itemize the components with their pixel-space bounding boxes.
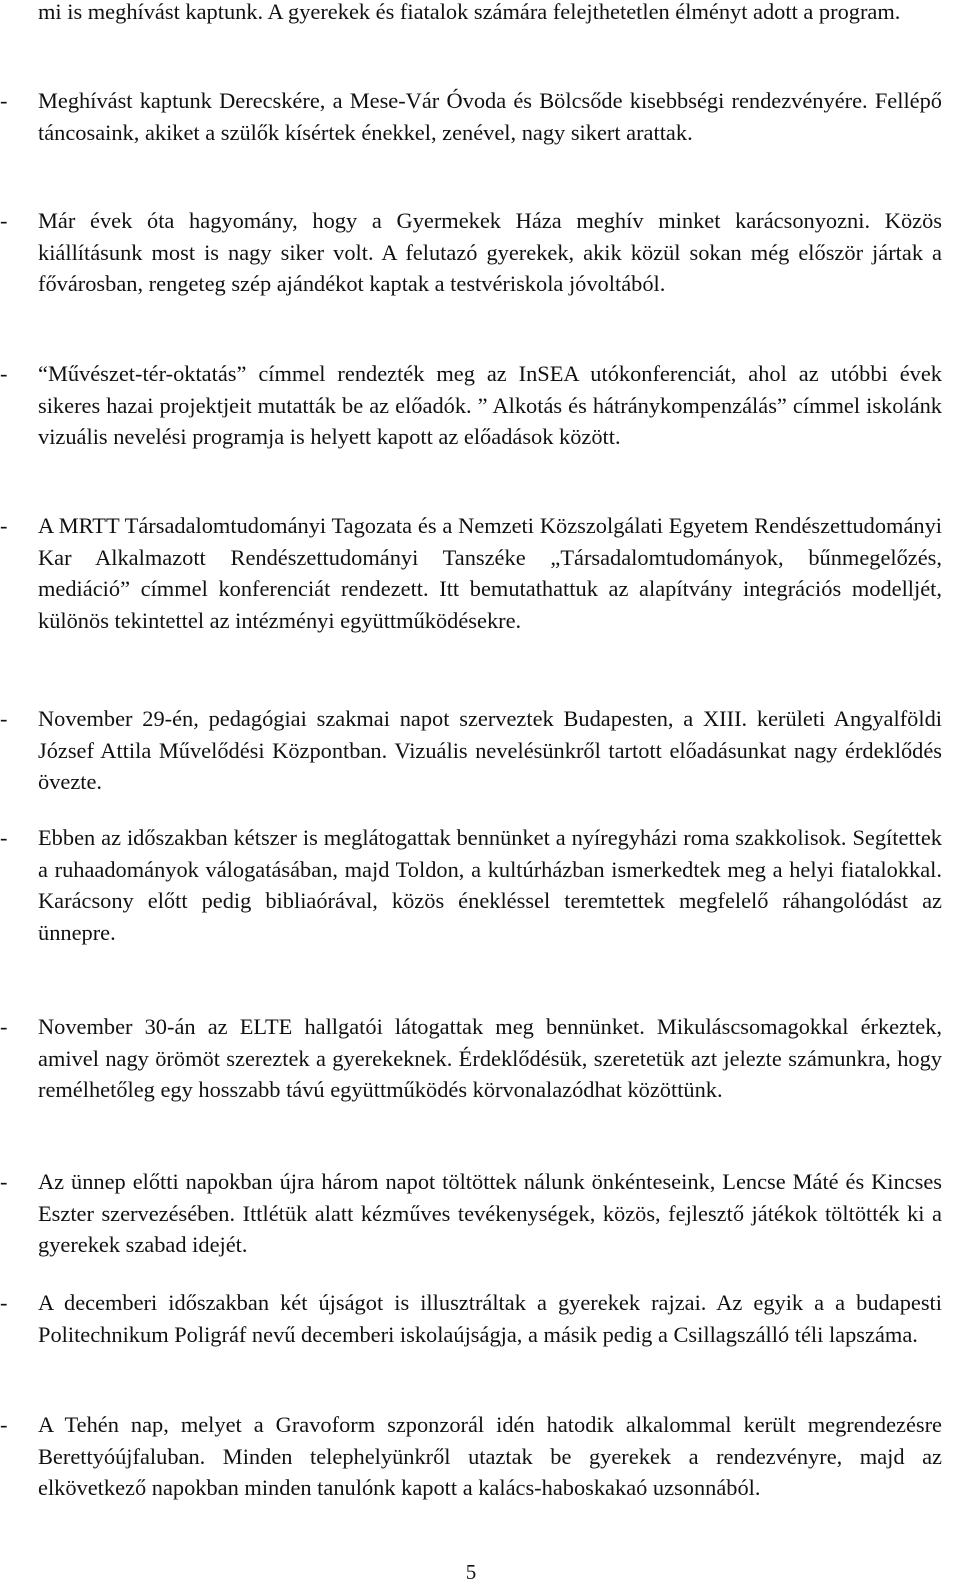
paragraph-text: Meghívást kaptunk Derecskére, a Mese-Vár Óvoda és Bölcsőde kisebbségi rendezvényére. Fellépő táncosaink, akiket a szülők kísértek énekkel, zenével, nagy sikert arattak. (38, 88, 942, 145)
bullet-dash: - (0, 1169, 8, 1194)
bullet-dash: - (0, 513, 8, 538)
bullet-dash: - (0, 1290, 8, 1315)
bullet-dash: - (0, 88, 8, 113)
paragraph-text: November 29-én, pedagógiai szakmai napot szerveztek Budapesten, a XIII. kerületi Angyalföldi József Attila Művelődési Központban. Vizuális nevelésünkről tartott előadásunkat nagy érdeklődés övezte. (38, 706, 942, 794)
bullet-dash: - (0, 706, 8, 731)
paragraph-text: A Tehén nap, melyet a Gravoform szponzorál idén hatodik alkalommal került megrendezésre Berettyóújfaluban. Minden telephelyünkről utaztak be gyerekek a rendezvényre, majd az elkövetkező napokban minden tanulónk kapott a kalács-haboskakaó uzsonnából. (38, 1412, 942, 1500)
paragraph-text: A decemberi időszakban két újságot is illusztráltak a gyerekek rajzai. Az egyik a a budapesti Politechnikum Poligráf nevű decemberi iskolaújságja, a másik pedig a Csillagszálló téli lapszáma. (38, 1290, 942, 1347)
paragraph-text: A MRTT Társadalomtudományi Tagozata és a Nemzeti Közszolgálati Egyetem Rendészettudományi Kar Alkalmazott Rendészettudományi Tanszéke „Társadalomtudományok, bűnmegelőzés, mediáció” címmel konferenciát rendezett. Itt bemutathattuk az alapítvány integrációs modelljét, különös tekintettel az intézményi együttműködésekre. (38, 513, 942, 633)
paragraph-text: November 30-án az ELTE hallgatói látogattak meg bennünket. Mikuláscsomagokkal érkeztek, amivel nagy örömöt szereztek a gyerekeknek. Érdeklődésük, szeretetük azt jelezte számunkra, hogy remélhetőleg egy hosszabb távú együttműködés körvonalazódhat közöttünk. (38, 1014, 942, 1102)
bullet-dash: - (0, 825, 8, 850)
paragraph-text: mi is meghívást kaptunk. A gyerekek és fiatalok számára felejthetetlen élményt adott a program. (38, 0, 901, 24)
paragraph-text: Már évek óta hagyomány, hogy a Gyermekek Háza meghív minket karácsonyozni. Közös kiállításunk most is nagy siker volt. A felutazó gyerekek, akik közül sokan még először jártak a fővárosban, rengeteg szép ajándékot kaptak a testvériskola jóvoltából. (38, 208, 942, 296)
page-number: 5 (465, 1560, 477, 1584)
paragraph-text: Ebben az időszakban kétszer is meglátogattak bennünket a nyíregyházi roma szakkolisok. Segítettek a ruhaadományok válogatásában, majd Toldon, a kultúrházban ismerkedtek meg a helyi fiatalokkal. Karácsony előtt pedig bibliaórával, közös énekléssel teremtettek megfelelő ráhangolódást az ünnepre. (38, 825, 942, 945)
bullet-dash: - (0, 1412, 8, 1437)
bullet-dash: - (0, 361, 8, 386)
paragraph-text: “Művészet-tér-oktatás” címmel rendezték meg az InSEA utókonferenciát, ahol az utóbbi évek sikeres hazai projektjeit mutatták be az előadók. ” Alkotás és hátránykompenzálás” címmel iskolánk vizuális nevelési programja is helyett kapott az előadások között. (38, 361, 942, 449)
bullet-dash: - (0, 208, 8, 233)
paragraph-text: Az ünnep előtti napokban újra három napot töltöttek nálunk önkénteseink, Lencse Máté és Kincses Eszter szervezésében. Ittlétük alatt kézműves tevékenységek, közös, fejlesztő játékok töltötték ki a gyerekek szabad idejét. (38, 1169, 942, 1257)
bullet-dash: - (0, 1014, 8, 1039)
